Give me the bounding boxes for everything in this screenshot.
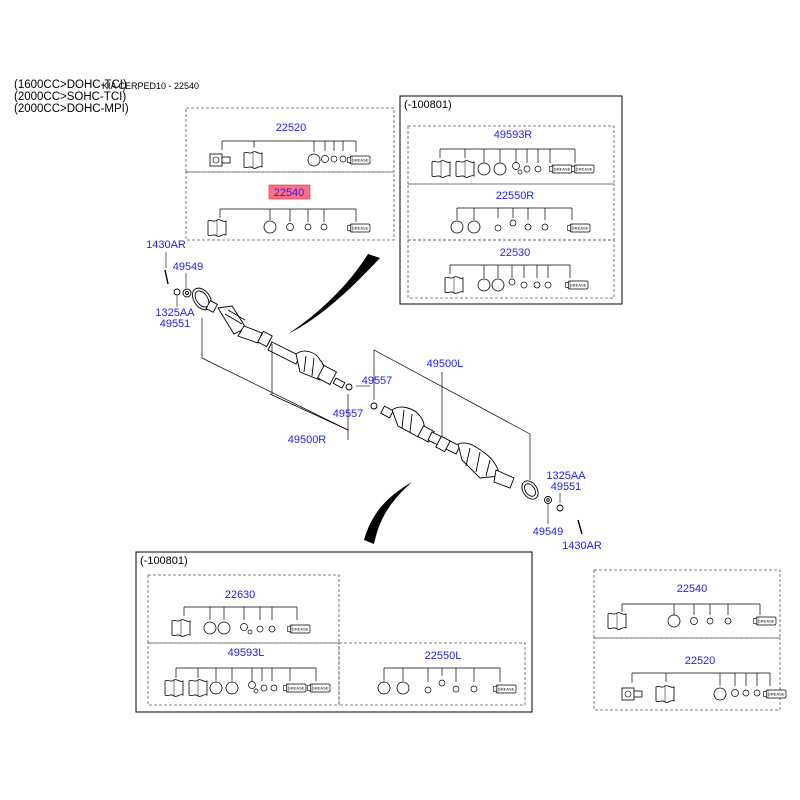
grease-label: GREASE [351, 225, 369, 231]
snap-ring-icon [271, 685, 277, 691]
callout-49549-left[interactable]: 49549 [532, 526, 564, 538]
curved-arrow-lower [364, 482, 412, 544]
curved-arrow-upper [288, 254, 380, 334]
clamp-ring-icon [210, 682, 222, 694]
snap-ring-icon [471, 686, 477, 692]
outer-cv-joint-icon [622, 688, 642, 700]
callout-1325AA-right[interactable]: 1325AA [155, 307, 195, 319]
snap-ring-icon [249, 682, 256, 689]
snap-ring-icon [287, 224, 294, 231]
boot-icon [244, 152, 262, 169]
leader-49593R [440, 149, 575, 163]
callout-49557-upper[interactable]: 49557 [361, 375, 393, 387]
leader-22630 [184, 607, 297, 620]
callout-49551-left[interactable]: 49551 [550, 481, 582, 493]
snap-ring-icon [534, 282, 540, 288]
snap-ring-icon [518, 170, 522, 174]
snap-ring-icon [524, 166, 530, 172]
grease-label: GREASE [351, 157, 369, 163]
callout-1325AA-left[interactable]: 1325AA [546, 470, 586, 482]
snap-ring-icon [425, 687, 431, 693]
leader-22550R [457, 208, 572, 220]
callout-1430AR-right[interactable]: 1430AR [146, 239, 186, 251]
snap-ring-icon [453, 686, 459, 692]
group-label-22520-bottom[interactable]: 22520 [684, 655, 716, 667]
grease-label: GREASE [287, 685, 305, 691]
snap-ring-icon [521, 282, 527, 288]
grease-label: GREASE [575, 166, 593, 172]
engine-label-1: (1600CC>DOHC-TCI) [14, 79, 127, 91]
leader-22520-top [222, 141, 356, 152]
clamp-ring-icon [226, 682, 238, 694]
snap-ring-icon [535, 166, 541, 172]
clamp-ring-icon [494, 163, 506, 175]
grease-label: GREASE [569, 282, 587, 288]
clamp-ring-icon [204, 622, 216, 634]
driveshaft-right [165, 270, 352, 390]
grease-label: GREASE [757, 618, 775, 624]
boot-icon [656, 686, 674, 703]
grease-label: GREASE [291, 626, 309, 632]
grease-label: GREASE [497, 686, 515, 692]
boot-icon [456, 161, 474, 178]
boot-icon [608, 613, 626, 630]
snap-ring-icon [248, 630, 252, 634]
frame-lower-left-label: (-100801) [140, 555, 188, 567]
snap-ring-icon [732, 690, 739, 697]
circlip-icon [322, 156, 329, 163]
clamp-ring-icon [218, 622, 230, 634]
snap-ring-icon [257, 626, 263, 632]
snap-ring-icon [241, 624, 248, 631]
callout-49500L[interactable]: 49500L [426, 358, 464, 370]
snap-ring-icon [754, 690, 760, 696]
diagram-title: KIA CERPED10 - 22540 [102, 81, 200, 91]
driveshaft-left [371, 403, 582, 534]
callout-49551-right[interactable]: 49551 [159, 318, 191, 330]
boot-icon [189, 680, 207, 697]
clamp-ring-icon [308, 154, 320, 166]
group-label-22550L[interactable]: 22550L [424, 650, 462, 662]
grease-label: GREASE [311, 685, 329, 691]
snap-ring-icon [545, 282, 551, 288]
boot-icon [445, 277, 463, 294]
snap-ring-icon [542, 224, 548, 230]
group-label-22630[interactable]: 22630 [224, 589, 256, 601]
boot-icon [432, 161, 450, 178]
snap-ring-icon [725, 618, 731, 624]
leader-22520-bottom [632, 673, 770, 686]
grease-label: GREASE [553, 166, 571, 172]
clamp-ring-icon [478, 163, 490, 175]
clamp-ring-icon [397, 682, 409, 694]
snap-ring-icon [269, 626, 275, 632]
leader-22540-bottom [622, 604, 760, 615]
clamp-ring-icon [378, 682, 390, 694]
callout-49549-right[interactable]: 49549 [172, 261, 204, 273]
outer-cv-joint-icon [210, 154, 230, 166]
clamp-ring-icon [478, 279, 490, 291]
boot-icon [208, 220, 226, 237]
snap-ring-icon [495, 225, 501, 231]
group-label-22530[interactable]: 22530 [499, 247, 531, 259]
snap-ring-icon [691, 618, 698, 625]
snap-ring-icon [439, 680, 445, 686]
callout-49500R[interactable]: 49500R [287, 434, 327, 446]
grease-label: GREASE [571, 225, 589, 231]
clamp-ring-icon [468, 221, 480, 233]
clamp-ring-icon [492, 279, 504, 291]
callout-1430AR-left[interactable]: 1430AR [562, 540, 602, 552]
snap-ring-icon [321, 224, 327, 230]
leader-49593L [176, 668, 316, 681]
snap-ring-icon [707, 618, 713, 624]
frame-upper-right-label: (-100801) [404, 99, 452, 111]
boot-icon [165, 680, 183, 697]
engine-label-2: (2000CC>SOHC-TCI) [14, 91, 127, 103]
snap-ring-icon [331, 156, 337, 162]
snap-ring-icon [254, 689, 258, 693]
leader-22530 [450, 265, 570, 278]
snap-ring-icon [305, 224, 311, 230]
snap-ring-icon [340, 156, 346, 162]
clamp-ring-icon [714, 688, 726, 700]
boot-icon [172, 620, 190, 637]
group-label-22520-top[interactable]: 22520 [275, 122, 307, 134]
snap-ring-icon [509, 279, 515, 285]
snap-ring-icon [513, 163, 520, 170]
callout-49557-lower[interactable]: 49557 [332, 408, 364, 420]
group-label-49593R[interactable]: 49593R [493, 129, 533, 141]
group-label-22540-top[interactable]: 22540 [273, 187, 305, 199]
snap-ring-icon [510, 220, 516, 226]
group-label-22550R[interactable]: 22550R [495, 190, 535, 202]
group-label-49593L[interactable]: 49593L [227, 647, 265, 659]
engine-label-3: (2000CC>DOHC-MPI) [14, 103, 129, 115]
clamp-ring-icon [264, 221, 276, 233]
clamp-ring-icon [451, 221, 463, 233]
leader-22540-top [220, 209, 356, 222]
group-label-22540-bottom[interactable]: 22540 [676, 583, 708, 595]
clamp-ring-icon [668, 615, 680, 627]
grease-label: GREASE [767, 691, 785, 697]
snap-ring-icon [525, 224, 531, 230]
snap-ring-icon [261, 685, 267, 691]
snap-ring-icon [743, 690, 749, 696]
